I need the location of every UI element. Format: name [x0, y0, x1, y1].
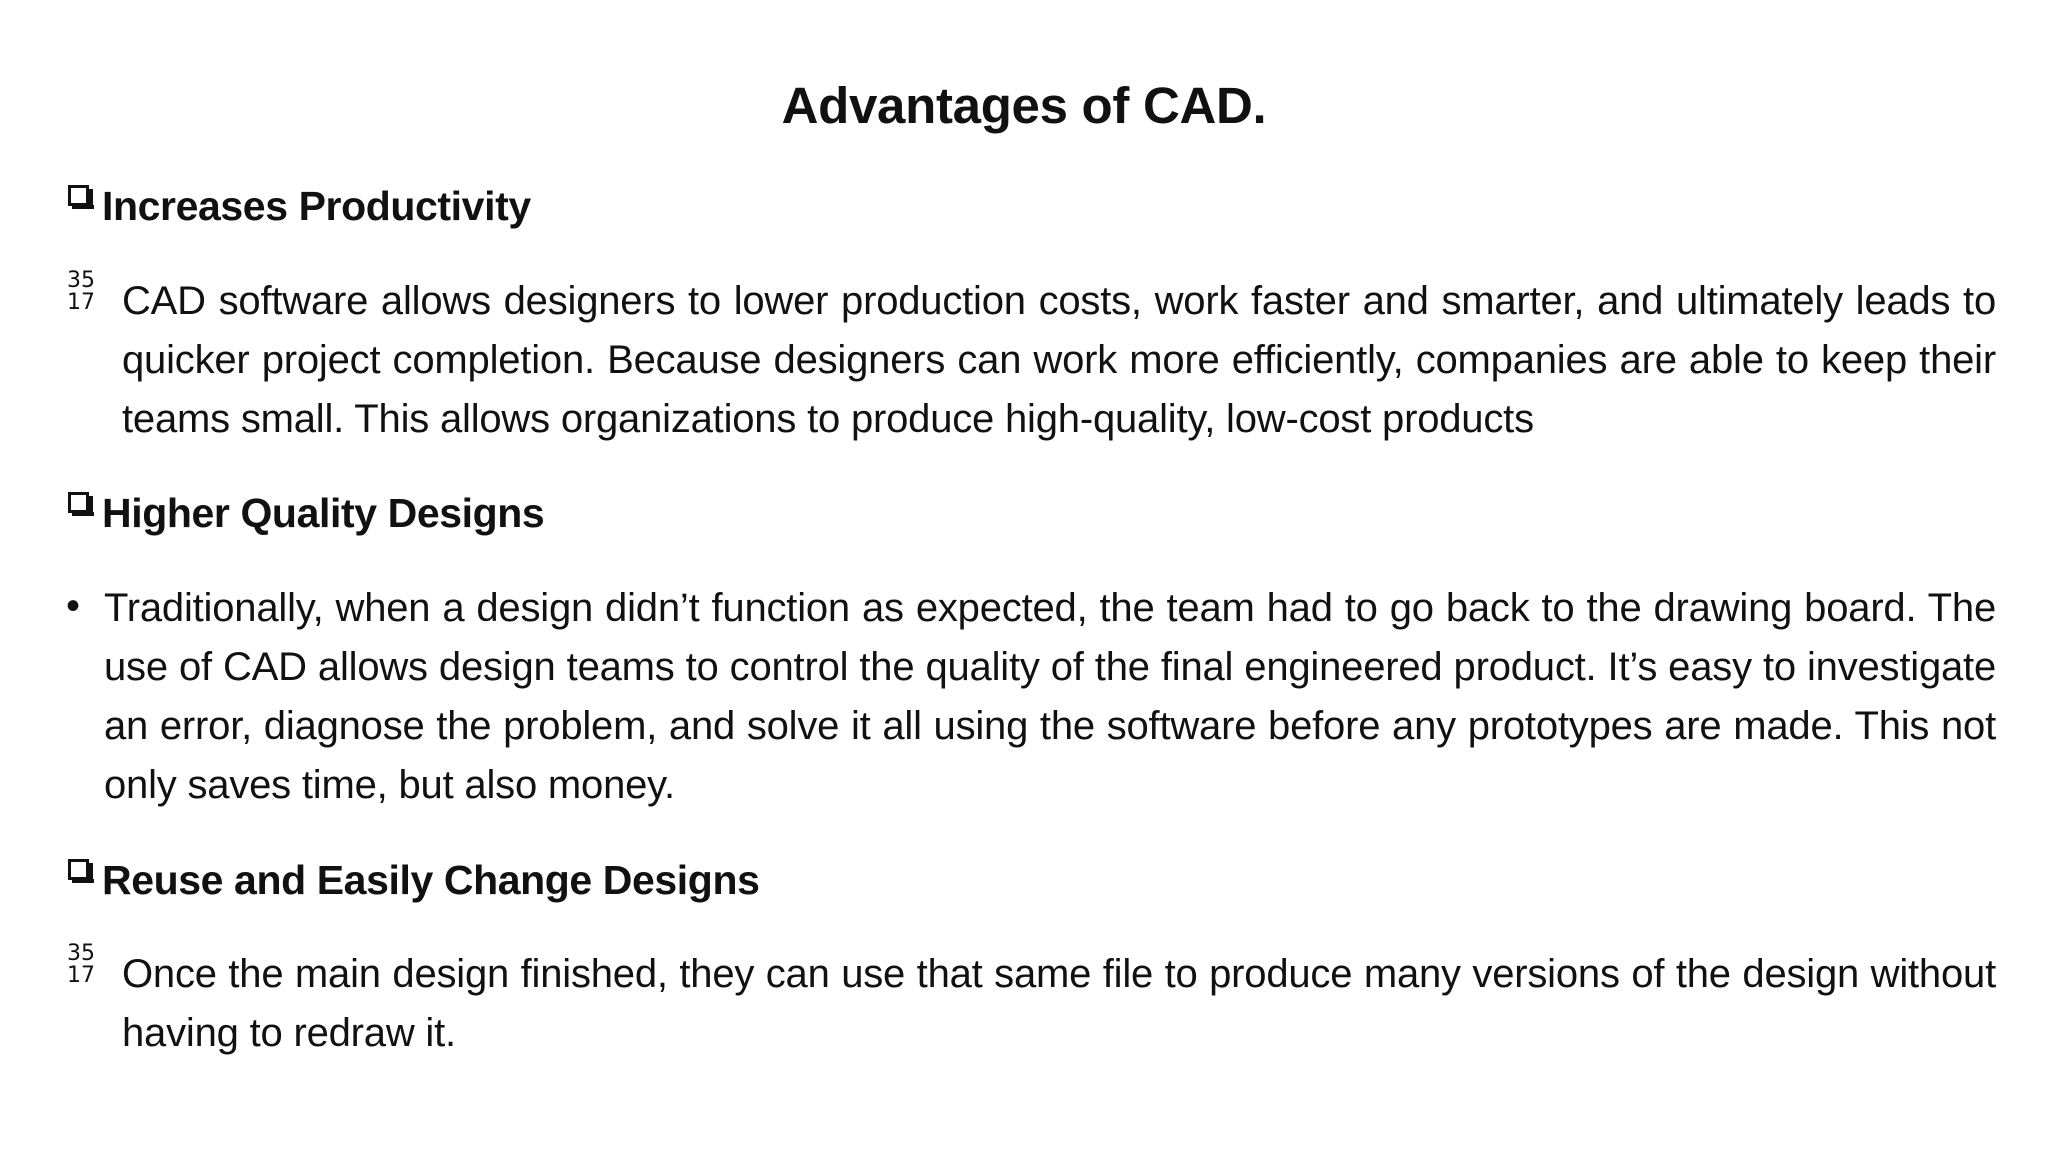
section-heading-productivity — [68, 181, 531, 231]
bullet-symbol-bottom: 17 — [67, 963, 95, 988]
bullet-symbol-top: 35 — [67, 268, 95, 293]
slide-title: Advantages of CAD. — [781, 77, 1267, 134]
section-heading-label: Increases Productivity — [102, 183, 531, 229]
numbered-bullet-icon — [66, 270, 96, 314]
section-text-productivity: CAD software allows designers to lower production costs, work faster and smarter, and ultimately leads to quicker project completion. Because designers can work more efficiently, companies are able to keep their teams small. This allows organizations to produce high-quality, low-cost products — [122, 279, 1996, 441]
section-heading-label: Higher Quality Designs — [102, 490, 545, 536]
checkbox-bullet-icon — [68, 859, 94, 885]
section-text-quality: Traditionally, when a design didn’t function as expected, the team had to go back to the drawing board. The use of CAD allows design teams to control the quality of the final engineered product. It’s easy to investigate an error, diagnose the problem, and solve it all using the software before any prototypes are made. This not only saves time, but also money. — [104, 586, 1996, 807]
section-heading-label: Reuse and Easily Change Designs — [102, 857, 760, 903]
section-heading-reuse — [68, 855, 760, 905]
checkbox-bullet-icon — [68, 185, 94, 211]
bullet-symbol-top: 35 — [67, 941, 95, 966]
numbered-bullet-icon — [66, 943, 96, 987]
dot-bullet-icon: • — [66, 584, 81, 628]
checkbox-bullet-icon — [68, 492, 94, 518]
section-text-reuse: Once the main design finished, they can use that same file to produce many versions of the design without having to redraw it. — [122, 952, 1996, 1055]
bullet-symbol-bottom: 17 — [67, 290, 95, 315]
section-heading-quality — [68, 488, 544, 538]
